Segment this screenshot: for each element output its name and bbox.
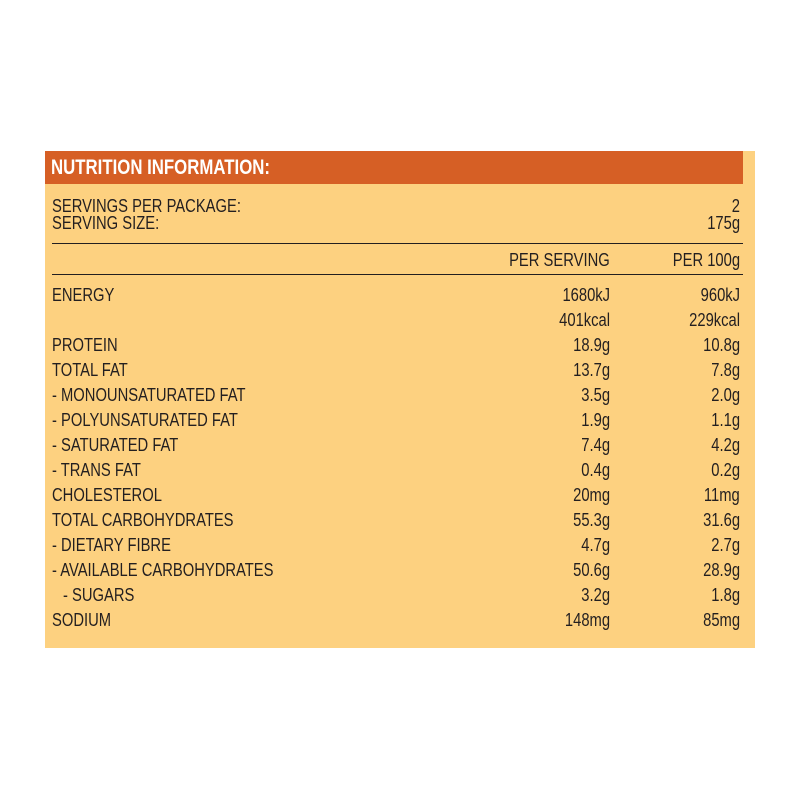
nutrient-row xyxy=(45,585,755,605)
nutrient-per-100g: 85mg xyxy=(703,610,740,630)
nutrient-per-serving: 401kcal xyxy=(559,310,610,330)
nutrition-title: NUTRITION INFORMATION: xyxy=(51,156,270,179)
nutrient-per-serving: 3.2g xyxy=(581,585,610,605)
servings-per-package-label: SERVINGS PER PACKAGE: xyxy=(52,196,241,216)
nutrition-header-bar xyxy=(45,151,743,184)
nutrient-label: - POLYUNSATURATED FAT xyxy=(52,410,238,430)
nutrient-per-serving: 20mg xyxy=(573,485,610,505)
nutrient-per-100g: 0.2g xyxy=(711,460,740,480)
divider-columns xyxy=(52,274,743,275)
nutrient-per-serving: 148mg xyxy=(564,610,610,630)
nutrient-label: - SATURATED FAT xyxy=(52,435,179,455)
nutrient-per-100g: 31.6g xyxy=(703,510,740,530)
nutrient-per-100g: 1.1g xyxy=(711,410,740,430)
nutrient-per-100g: 1.8g xyxy=(711,585,740,605)
nutrient-row xyxy=(45,560,755,580)
servings-per-package-value: 2 xyxy=(731,196,740,216)
nutrient-label: PROTEIN xyxy=(52,335,118,355)
nutrient-row xyxy=(45,510,755,530)
nutrient-label: SODIUM xyxy=(52,610,112,630)
nutrient-per-serving: 50.6g xyxy=(573,560,610,580)
nutrient-label: - MONOUNSATURATED FAT xyxy=(52,385,246,405)
nutrient-label: TOTAL CARBOHYDRATES xyxy=(52,510,234,530)
nutrient-per-100g: 7.8g xyxy=(711,360,740,380)
nutrient-label: - DIETARY FIBRE xyxy=(52,535,171,555)
nutrient-per-100g: 2.0g xyxy=(711,385,740,405)
column-header-per-serving: PER SERVING xyxy=(509,250,610,270)
nutrient-label: - SUGARS xyxy=(63,585,135,605)
nutrient-per-serving: 0.4g xyxy=(581,460,610,480)
nutrient-row xyxy=(45,485,755,505)
nutrient-label: TOTAL FAT xyxy=(52,360,128,380)
serving-size-label: SERVING SIZE: xyxy=(52,213,160,233)
nutrient-label: - AVAILABLE CARBOHYDRATES xyxy=(52,560,274,580)
nutrient-per-100g: 4.2g xyxy=(711,435,740,455)
nutrient-row xyxy=(45,435,755,455)
nutrient-per-100g: 960kJ xyxy=(700,285,740,305)
nutrient-row xyxy=(45,460,755,480)
nutrient-label: ENERGY xyxy=(52,285,115,305)
nutrient-per-serving: 13.7g xyxy=(573,360,610,380)
nutrient-per-serving: 55.3g xyxy=(573,510,610,530)
nutrient-per-serving: 4.7g xyxy=(581,535,610,555)
nutrient-row xyxy=(45,410,755,430)
nutrient-per-serving: 3.5g xyxy=(581,385,610,405)
nutrient-row xyxy=(45,310,755,330)
nutrient-row xyxy=(45,610,755,630)
nutrient-per-100g: 11mg xyxy=(704,485,740,505)
nutrient-per-serving: 1.9g xyxy=(581,410,610,430)
nutrient-row xyxy=(45,385,755,405)
nutrient-per-100g: 10.8g xyxy=(703,335,740,355)
nutrient-row xyxy=(45,535,755,555)
nutrient-per-serving: 7.4g xyxy=(581,435,610,455)
nutrient-per-100g: 2.7g xyxy=(711,535,740,555)
nutrient-label: CHOLESTEROL xyxy=(52,485,162,505)
nutrient-per-serving: 18.9g xyxy=(573,335,610,355)
column-header-per-100g: PER 100g xyxy=(672,250,740,270)
nutrition-panel xyxy=(45,151,755,648)
nutrient-row xyxy=(45,285,755,305)
divider-top xyxy=(52,243,743,244)
serving-size-value: 175g xyxy=(707,213,740,233)
nutrient-per-serving: 1680kJ xyxy=(562,285,610,305)
nutrient-per-100g: 229kcal xyxy=(689,310,740,330)
nutrient-row xyxy=(45,360,755,380)
nutrient-per-100g: 28.9g xyxy=(703,560,740,580)
nutrient-row xyxy=(45,335,755,355)
nutrient-label: - TRANS FAT xyxy=(52,460,141,480)
